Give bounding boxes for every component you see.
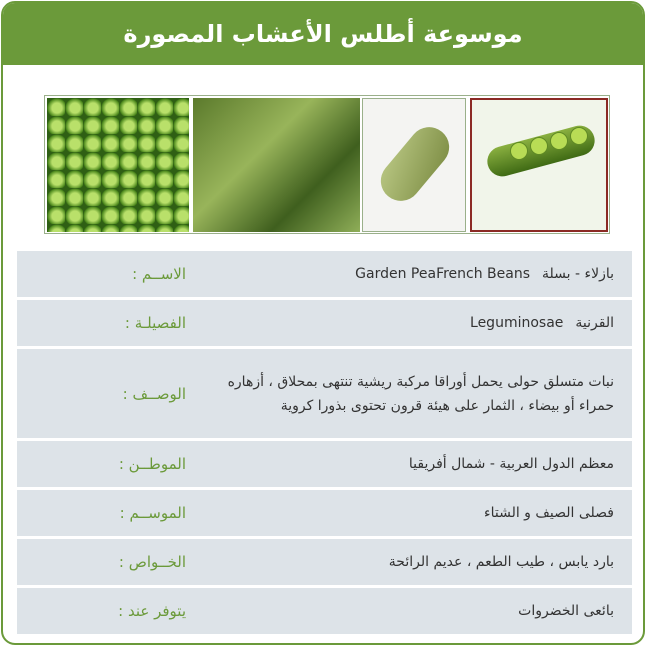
table-row — [17, 349, 637, 438]
pod-shape — [373, 119, 458, 209]
table-row — [17, 539, 637, 585]
value-arabic: فصلى الصيف و الشتاء — [484, 505, 614, 521]
row-value — [186, 441, 632, 487]
row-label: الاســم : — [17, 251, 186, 297]
photo-strip — [44, 95, 610, 234]
pea — [510, 142, 528, 160]
row-label: الخــواص : — [17, 539, 186, 585]
herb-card — [1, 1, 645, 645]
value-arabic: القرنية — [575, 315, 614, 331]
value-arabic: بائعى الخضروات — [518, 603, 614, 619]
row-label: الموطــن : — [17, 441, 186, 487]
row-value — [186, 251, 632, 297]
row-value — [186, 349, 632, 438]
pea — [570, 127, 588, 145]
row-value — [186, 539, 632, 585]
pea — [530, 137, 548, 155]
value-arabic: بارد يابس ، طيب الطعم ، عديم الرائحة — [388, 554, 614, 570]
dry-pea-pod-photo — [362, 98, 466, 232]
pea — [550, 132, 568, 150]
row-value — [186, 588, 632, 634]
value-arabic: بازلاء - بسلة — [542, 266, 614, 282]
page-title: موسوعة أطلس الأعشاب المصورة — [3, 3, 643, 65]
info-table — [17, 251, 637, 637]
row-label: يتوفر عند : — [17, 588, 186, 634]
open-pea-pod-photo — [470, 98, 608, 232]
value-arabic: معظم الدول العربية - شمال أفريقيا — [408, 456, 614, 472]
value-english: Garden PeaFrench Beans — [355, 266, 531, 282]
row-value — [186, 300, 632, 346]
value-arabic: نبات متسلق حولى يحمل أوراقا مركبة ريشية تنتهى بمحلاق ، أزهاره حمراء أو بيضاء ، الثمار على هيئة قرون تحتوى بذورا كروية — [227, 373, 614, 414]
row-label: الفصيلـة : — [17, 300, 186, 346]
table-row — [17, 588, 637, 634]
table-row — [17, 251, 637, 297]
value-english: Leguminosae — [470, 315, 564, 331]
row-label: الموســم : — [17, 490, 186, 536]
table-row — [17, 490, 637, 536]
peas-close-up-photo — [47, 98, 189, 232]
row-label: الوصــف : — [17, 349, 186, 438]
pea-pods-on-vine-photo — [193, 98, 360, 232]
table-row — [17, 441, 637, 487]
row-value — [186, 490, 632, 536]
table-row — [17, 300, 637, 346]
